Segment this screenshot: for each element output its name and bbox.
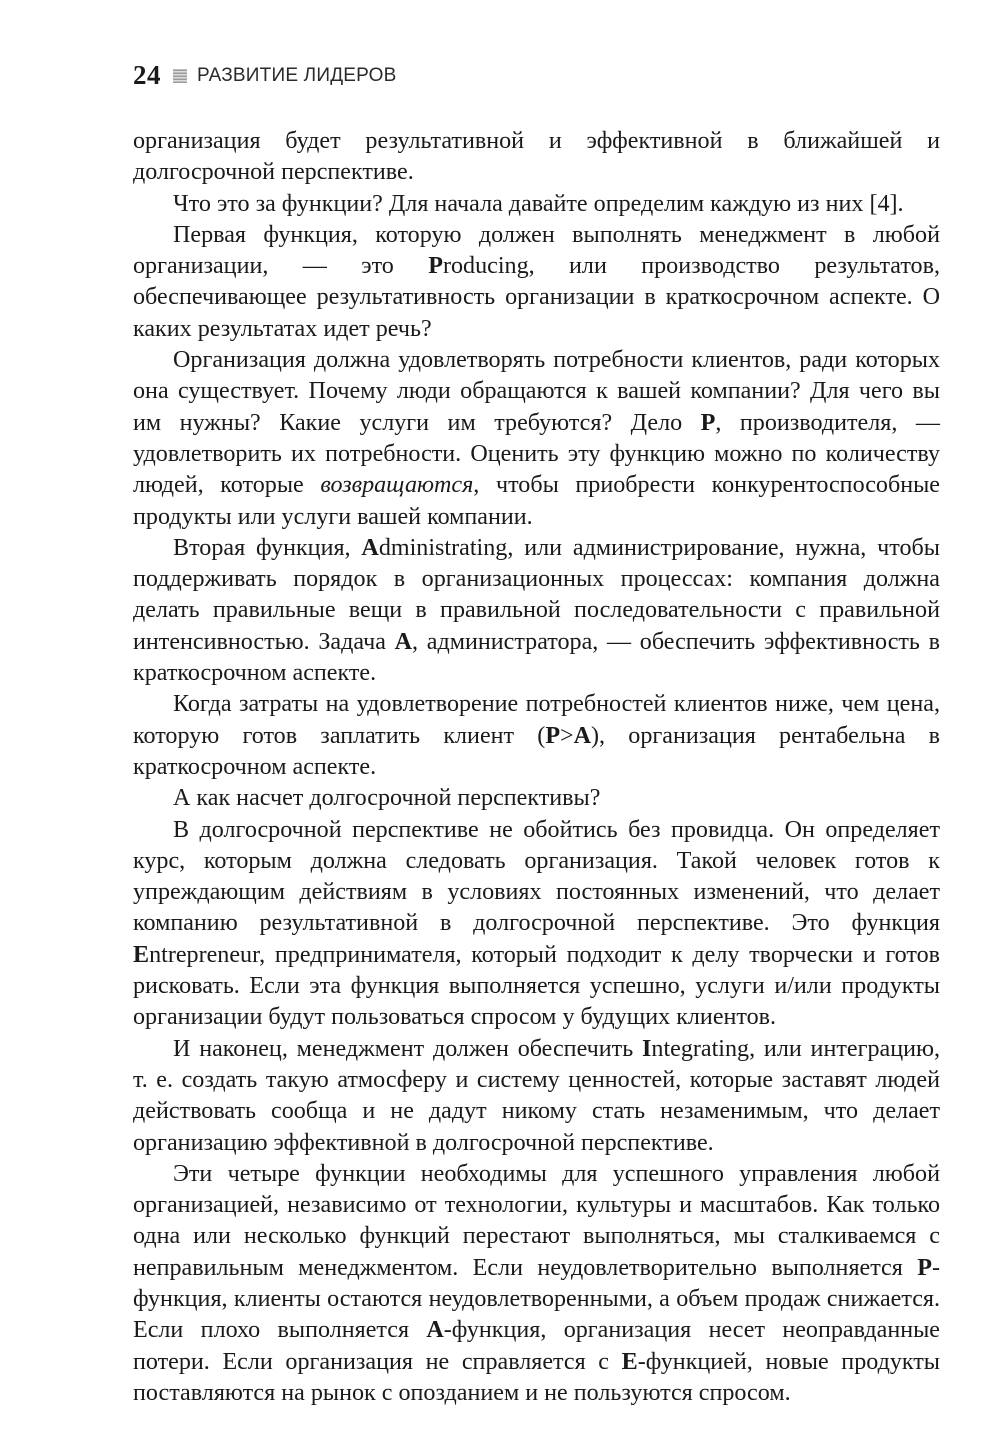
bold-letter: P	[545, 722, 561, 749]
text-run: -функция, организация несет неоправданные потери. Если организация не справляется с	[133, 1317, 940, 1375]
text-run: , администратора, — обеспечить эффективность в краткосрочном аспекте.	[133, 628, 940, 687]
bold-letter: A	[361, 534, 379, 561]
text-run: -функция, клиенты остаются неудовлетворенными, а объем продаж снижается. Если плохо выполняется	[133, 1254, 940, 1344]
paragraph-continuation	[133, 126, 940, 189]
paragraph	[133, 1159, 940, 1409]
text-run: ntrepreneur, предпринимателя, который подходит к делу творчески и готов рисковать. Если эта функция выполняется успешно, услуги и/или продукты организации будут пользоваться спросом у будущих клиентов.	[133, 941, 940, 1031]
paragraph	[133, 689, 940, 783]
text-run: roducing, или производство результатов, обеспечивающее результативность организации в краткосрочном аспекте. О каких результатах идет речь?	[133, 253, 941, 342]
bold-letter: E	[621, 1348, 638, 1375]
text-run: ntegrating, или интеграцию, т. е. создать такую атмосферу и систему ценностей, которые заставят людей действовать сообща и не дадут никому стать незаменимым, что делает организацию эффективной в долгосрочной перспективе.	[133, 1035, 940, 1156]
paragraph	[133, 783, 940, 814]
paragraph	[133, 345, 940, 533]
text-run: Когда затраты на удовлетворение потребностей клиентов ниже, чем цена, которую готов заплатить клиент (	[133, 691, 940, 749]
running-title: РАЗВИТИЕ ЛИДЕРОВ	[197, 64, 397, 86]
text-run: >	[560, 722, 574, 749]
bold-letter: E	[133, 941, 150, 968]
text-run: -функцией, новые продукты поставляются на рынок с опозданием и не пользуются спросом.	[133, 1348, 940, 1406]
bold-letter: P	[917, 1254, 932, 1281]
paragraph	[133, 189, 940, 220]
text-run: Первая функция, которую должен выполнять менеджмент в любой организации, — это	[133, 221, 940, 280]
italic-word: возвращаются	[320, 472, 474, 499]
paragraph-text: организация будет результативной и эффективной в ближайшей и долгосрочной перспективе.	[133, 128, 940, 186]
text-run: , чтобы приобрести конкурентоспособные продукты или услуги вашей компании.	[133, 472, 940, 530]
header-marker-icon	[173, 69, 187, 83]
text-run: Организация должна удовлетворять потребности клиентов, ради которых она существует. Почему люди обращаются к вашей компании? Для чего вы им нужны? Какие услуги им требуются? Дело	[133, 347, 940, 436]
bold-letter: P	[428, 253, 443, 280]
page-number: 24	[133, 60, 161, 90]
bold-letter: P	[700, 409, 716, 436]
text-run: И наконец, менеджмент должен обеспечить	[173, 1035, 643, 1062]
text-run: ), организация рентабельна в краткосрочном аспекте.	[133, 722, 940, 780]
text-run: В долгосрочной перспективе не обойтись без провидца. Он определяет курс, которым должна следовать организация. Такой человек готов к упреждающим действиям в условиях постоянных изменений, что делает компанию результативной в долгосрочной перспективе. Это функция	[133, 816, 940, 937]
bold-letter: A	[426, 1317, 444, 1344]
bold-letter: A	[573, 722, 592, 749]
running-head	[133, 60, 396, 91]
paragraph	[133, 533, 940, 689]
paragraph	[133, 815, 940, 1034]
text-run: , производителя, — удовлетворить их потребности. Оценить эту функцию можно по количеству людей, которые	[133, 409, 940, 499]
paragraph	[133, 220, 940, 345]
text-run: Вторая функция,	[173, 534, 362, 561]
text-run: dministrating, или администрирование, нужна, чтобы поддерживать порядок в организационных процессах: компания должна делать правильные вещи в правильной последовательности с правильной интенсивностью. Задача	[133, 534, 940, 655]
paragraph-text: А как насчет долгосрочной перспективы?	[173, 785, 601, 812]
paragraph	[133, 1034, 940, 1159]
bold-letter: A	[394, 628, 413, 655]
paragraph-text: Что это за функции? Для начала давайте определим каждую из них [4].	[173, 190, 904, 217]
bold-letter: I	[642, 1035, 652, 1062]
text-run: Эти четыре функции необходимы для успешного управления любой организацией, независимо от технологии, культуры и масштабов. Как только одна или несколько функций перестают выполняться, мы сталкиваемся с неправильным менеджментом. Если неудовлетворительно выполняется	[133, 1160, 940, 1281]
body-text	[133, 126, 940, 1409]
